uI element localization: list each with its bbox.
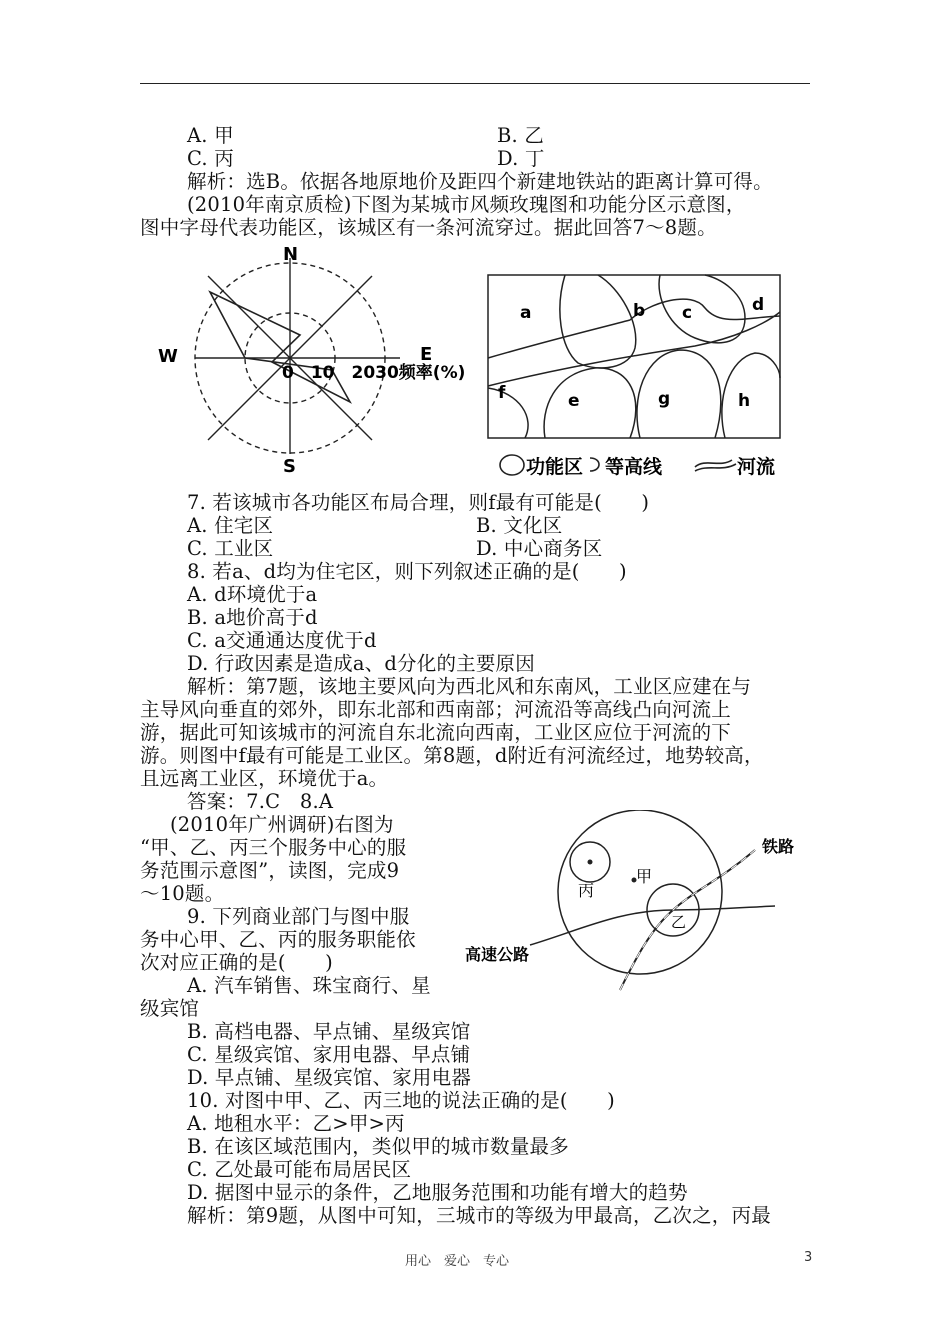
q9-stem-line2: 务中心甲、乙、丙的服务职能依 [140, 928, 416, 951]
q910-intro-line3: 务范围示意图”，读图，完成9 [140, 859, 400, 882]
q9-option-d: D. 早点铺、星级宾馆、家用电器 [187, 1066, 472, 1089]
q7-option-d: D. 中心商务区 [476, 537, 603, 560]
q8-stem: 8. 若a、d均为住宅区，则下列叙述正确的是( ) [187, 560, 627, 583]
q78-answer: 答案：7.C 8.A [187, 790, 334, 813]
rose-scale-label: 0 10 2030频率(%) [282, 363, 466, 383]
q10-stem: 10. 对图中甲、乙、丙三地的说法正确的是( ) [187, 1089, 615, 1112]
q78-explanation-line3: 游，据此可知该城市的河流自东北流向西南，工业区应位于河流的下 [140, 721, 732, 744]
q78-intro-line2: 图中字母代表功能区，该城区有一条河流穿过。据此回答7～8题。 [140, 216, 717, 239]
q7-option-a: A. 住宅区 [187, 514, 274, 537]
wind-rose-figure [150, 240, 480, 480]
q78-explanation-line1: 解析：第7题，该地主要风向为西北风和东南风，工业区应建在与 [187, 675, 752, 698]
q910-explanation: 解析：第9题，从图中可知，三城市的等级为甲最高，乙次之，丙最 [187, 1204, 771, 1227]
footer-slogan: 用心 爱心 专心 [405, 1254, 510, 1269]
page-number: 3 [804, 1250, 813, 1265]
zone-b-label: b [633, 301, 646, 321]
railway-label: 铁路 [762, 837, 795, 856]
q10-option-d: D. 据图中显示的条件，乙地服务范围和功能有增大的趋势 [187, 1181, 688, 1204]
q78-intro-line1: (2010年南京质检)下图为某城市风频玫瑰图和功能分区示意图， [187, 193, 746, 216]
contour-legend-icon [590, 458, 599, 471]
q6-explanation: 解析：选B。依据各地原地价及距四个新建地铁站的距离计算可得。 [187, 170, 773, 193]
river-legend-icon [695, 464, 736, 471]
q7-stem: 7. 若该城市各功能区布局合理，则f最有可能是( ) [187, 491, 650, 514]
q9-stem-line3: 次对应正确的是( ) [140, 951, 333, 974]
highway-label: 高速公路 [465, 945, 530, 964]
q8-option-b: B. a地价高于d [187, 606, 318, 629]
q6-option-c: C. 丙 [187, 147, 234, 170]
q78-explanation-line5: 且远离工业区，环境优于a。 [140, 767, 389, 790]
zone-f-label: f [498, 383, 506, 403]
q910-intro-line2: “甲、乙、丙三个服务中心的服 [140, 836, 407, 859]
center-yi-label: 乙 [671, 913, 687, 931]
q7-option-b: B. 文化区 [476, 514, 563, 537]
rose-south-label: S [283, 456, 296, 477]
legend-river-label: 河流 [737, 456, 776, 478]
zone-e-label: e [568, 391, 580, 411]
q9-option-b: B. 高档电器、早点铺、星级宾馆 [187, 1020, 471, 1043]
functional-zone-figure [480, 268, 790, 483]
q910-intro-line1: (2010年广州调研)右图为 [170, 813, 394, 836]
zone-legend-icon [500, 455, 524, 475]
zone-c-label: c [682, 303, 693, 323]
rose-north-label: N [283, 244, 299, 265]
q9-option-c: C. 星级宾馆、家用电器、早点铺 [187, 1043, 471, 1066]
q8-option-a: A. d环境优于a [187, 583, 318, 606]
q78-explanation-line4: 游。则图中f最有可能是工业区。第8题，d附近有河流经过，地势较高， [140, 744, 764, 767]
zone-a-label: a [520, 303, 532, 323]
service-area-figure [460, 810, 810, 1000]
q8-option-c: C. a交通通达度优于d [187, 629, 377, 652]
header-rule [140, 83, 810, 84]
center-bing-label: 丙 [578, 881, 595, 900]
q9-option-a-line1: A. 汽车销售、珠宝商行、星 [187, 974, 431, 997]
q10-option-c: C. 乙处最可能布局居民区 [187, 1158, 412, 1181]
q7-option-c: C. 工业区 [187, 537, 274, 560]
q6-option-a: A. 甲 [187, 124, 234, 147]
q9-stem-line1: 9. 下列商业部门与图中服 [187, 905, 410, 928]
q10-option-b: B. 在该区域范围内，类似甲的城市数量最多 [187, 1135, 569, 1158]
rose-west-label: W [158, 346, 178, 367]
zone-h-label: h [738, 391, 751, 411]
center-jia-label: 甲 [636, 867, 653, 886]
zone-d-label: d [752, 295, 765, 315]
q10-option-a: A. 地租水平：乙>甲>丙 [187, 1112, 405, 1135]
q9-option-a-line2: 级宾馆 [140, 997, 200, 1020]
q910-intro-line4: ～10题。 [140, 882, 225, 905]
q6-option-b: B. 乙 [497, 124, 545, 147]
q6-option-d: D. 丁 [497, 147, 545, 170]
zone-g-label: g [658, 389, 671, 409]
q8-option-d: D. 行政因素是造成a、d分化的主要原因 [187, 652, 535, 675]
rose-east-label: E [420, 344, 433, 365]
legend-zone-label: 功能区 [526, 456, 584, 478]
legend-contour-label: 等高线 [605, 456, 663, 478]
q78-explanation-line2: 主导风向垂直的郊外，即东北部和西南部；河流沿等高线凸向河流上 [140, 698, 732, 721]
